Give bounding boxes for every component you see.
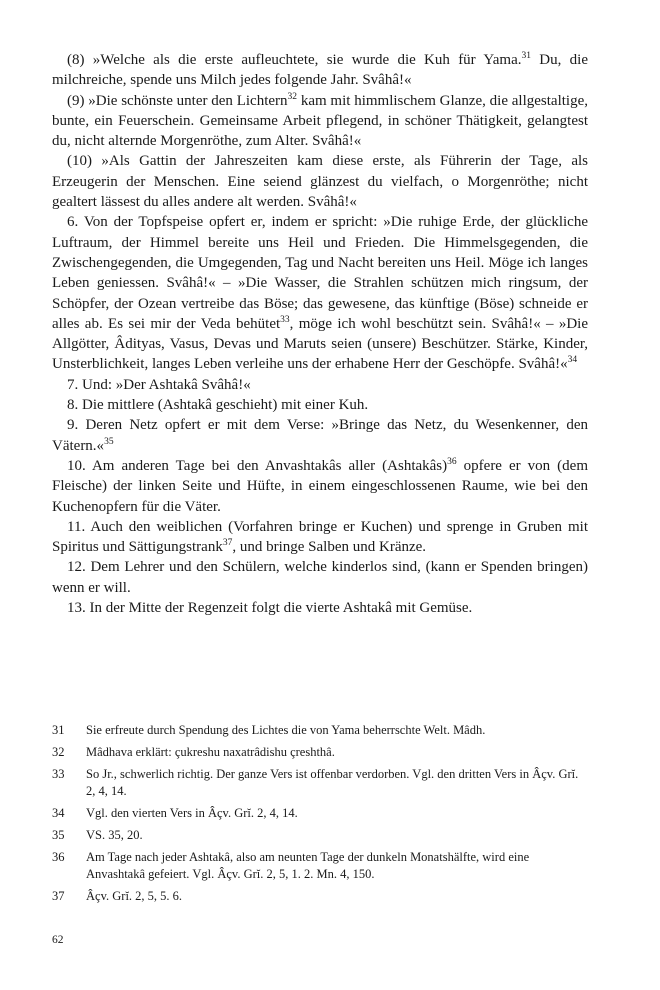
paragraph-text: (8) »Welche als die erste aufleuchtete, sie wurde die Kuh für Yama. xyxy=(67,52,522,68)
paragraph-text: Du, die milchreiche, spende uns Milch jedes folgende Jahr. Svâhâ!« xyxy=(52,52,588,89)
paragraph-text: 13. In der Mitte der Regenzeit folgt die vierte Ashtakâ mit Gemüse. xyxy=(67,600,473,617)
paragraph xyxy=(52,557,588,598)
paragraph xyxy=(52,517,588,558)
footnote-number: 37 xyxy=(52,889,65,903)
footnote xyxy=(52,827,588,844)
paragraph xyxy=(52,212,588,374)
page-number: 62 xyxy=(52,934,64,946)
footnote-text: Sie erfreute durch Spendung des Lichtes die von Yama beherrschte Welt. Mâdh. xyxy=(86,723,486,737)
paragraph xyxy=(52,415,588,456)
paragraph-text: 6. Von der Topfspeise opfert er, indem er spricht: »Die ruhige Erde, der glückliche Luftraum, der Himmel bereite uns Heil und Frieden. Die Himmelsgegenden, die Zwischengegenden, die Umgegenden, Tag und Nacht bereiten uns Heil. Möge ich langes Leben geniessen. Svâhâ!« – »Die Wasser, die Strahlen schützen mich ringsum, der Schöpfer, der Ozean vertreibe das Böse; das gewesene, das künftige (Böse) schneide er alles ab. Es sei mir der Veda behütet xyxy=(52,214,588,332)
footnote-ref: 37 xyxy=(222,538,233,549)
footnote-number: 33 xyxy=(52,767,65,781)
paragraph-text: , und bringe Salben und Kränze. xyxy=(232,539,427,556)
paragraph-text: 7. Und: »Der Ashtakâ Svâhâ!« xyxy=(67,376,251,393)
footnote-ref: 34 xyxy=(567,355,578,366)
paragraph xyxy=(52,375,588,395)
footnote xyxy=(52,722,588,739)
footnote-text: Mâdhava erklärt: çukreshu naxatrâdishu çreshthâ. xyxy=(86,745,335,759)
paragraph xyxy=(52,395,588,415)
footnote-ref: 32 xyxy=(287,91,298,102)
footnote-text: Âçv. Grĭ. 2, 5, 5. 6. xyxy=(86,889,183,903)
footnote xyxy=(52,805,588,822)
footnote-number: 36 xyxy=(52,850,65,864)
footnote xyxy=(52,849,588,883)
paragraph xyxy=(52,456,588,517)
paragraph xyxy=(52,50,588,91)
paragraph-text: 11. Auch den weiblichen (Vorfahren bringe er Kuchen) und sprenge in Gruben mit Spiritus und Sättigungstrank xyxy=(52,518,588,556)
paragraph-text: kam mit himmlischem Glanze, die allgestaltige, bunte, ein Feuerschein. Gemeinsame Arbeit pflegend, in schöner Thätigkeit, gelangtest du, nicht alternde Morgenröthe, zum Alter. Svâhâ!« xyxy=(52,92,589,150)
footnote-number: 35 xyxy=(52,828,65,842)
paragraph-text: 10. Am anderen Tage bei den Anvashtakâs aller (Ashtakâs) xyxy=(67,457,448,474)
paragraph xyxy=(52,151,588,212)
paragraph-text: 8. Die mittlere (Ashtakâ geschieht) mit einer Kuh. xyxy=(67,397,369,414)
footnote-ref: 36 xyxy=(447,456,457,467)
footnotes xyxy=(52,722,588,910)
footnote-number: 31 xyxy=(52,723,65,737)
paragraph-text: (9) »Die schönste unter den Lichtern xyxy=(67,92,288,109)
paragraph-text: (10) »Als Gattin der Jahreszeiten kam diese erste, als Führerin der Tage, als Erzeugerin der Menschen. Eine seiend glänzest du vielfach, o Morgenröthe; nicht gealtert lässest du alles andere alt werden. Svâhâ!« xyxy=(52,153,588,211)
footnote-ref: 35 xyxy=(104,436,114,447)
footnote xyxy=(52,888,588,905)
footnote-text: VS. 35, 20. xyxy=(86,828,143,842)
paragraph-text: 12. Dem Lehrer und den Schülern, welche kinderlos sind, (kann er Spenden bringen) wenn er will. xyxy=(52,559,588,596)
footnote-number: 32 xyxy=(52,745,65,759)
footnote-number: 34 xyxy=(52,806,65,820)
paragraph xyxy=(52,598,588,618)
paragraph-text: opfere er von (dem Fleische) der linken Seite und Hüfte, in einem eingeschlossenen Raume, wie bei den Kuchenopfern für die Väter. xyxy=(52,457,588,515)
paragraph xyxy=(52,91,588,152)
paragraph-text: , möge ich wohl beschützt sein. Svâhâ!« – »Die Allgötter, Âdityas, Vasus, Devas und Maruts seien (unsere) Beschützer. Stärke, Kinder, Unsterblichkeit, langes Leben verleihe uns der erhabene Herr der Geschöpfe. Svâhâ!« xyxy=(52,315,588,373)
footnote xyxy=(52,744,588,761)
footnote-ref: 31 xyxy=(521,51,531,61)
footnote-ref: 33 xyxy=(280,314,290,325)
footnote-text: So Jr., schwerlich richtig. Der ganze Vers ist offenbar verdorben. Vgl. den dritten Vers in Âçv. Grĭ. 2, 4, 14. xyxy=(86,767,579,798)
footnote xyxy=(52,766,588,800)
footnote-text: Am Tage nach jeder Ashtakâ, also am neunten Tage der dunkeln Monatshälfte, wird eine Anvashtakâ gefeiert. Vgl. Âçv. Grĭ. 2, 5, 1. 2. Mn. 4, 150. xyxy=(86,850,530,881)
main-text xyxy=(52,50,588,618)
footnote-text: Vgl. den vierten Vers in Âçv. Grĭ. 2, 4, 14. xyxy=(86,806,298,820)
paragraph-text: 9. Deren Netz opfert er mit dem Verse: »Bringe das Netz, du Wesenkenner, den Vätern.« xyxy=(52,417,588,454)
